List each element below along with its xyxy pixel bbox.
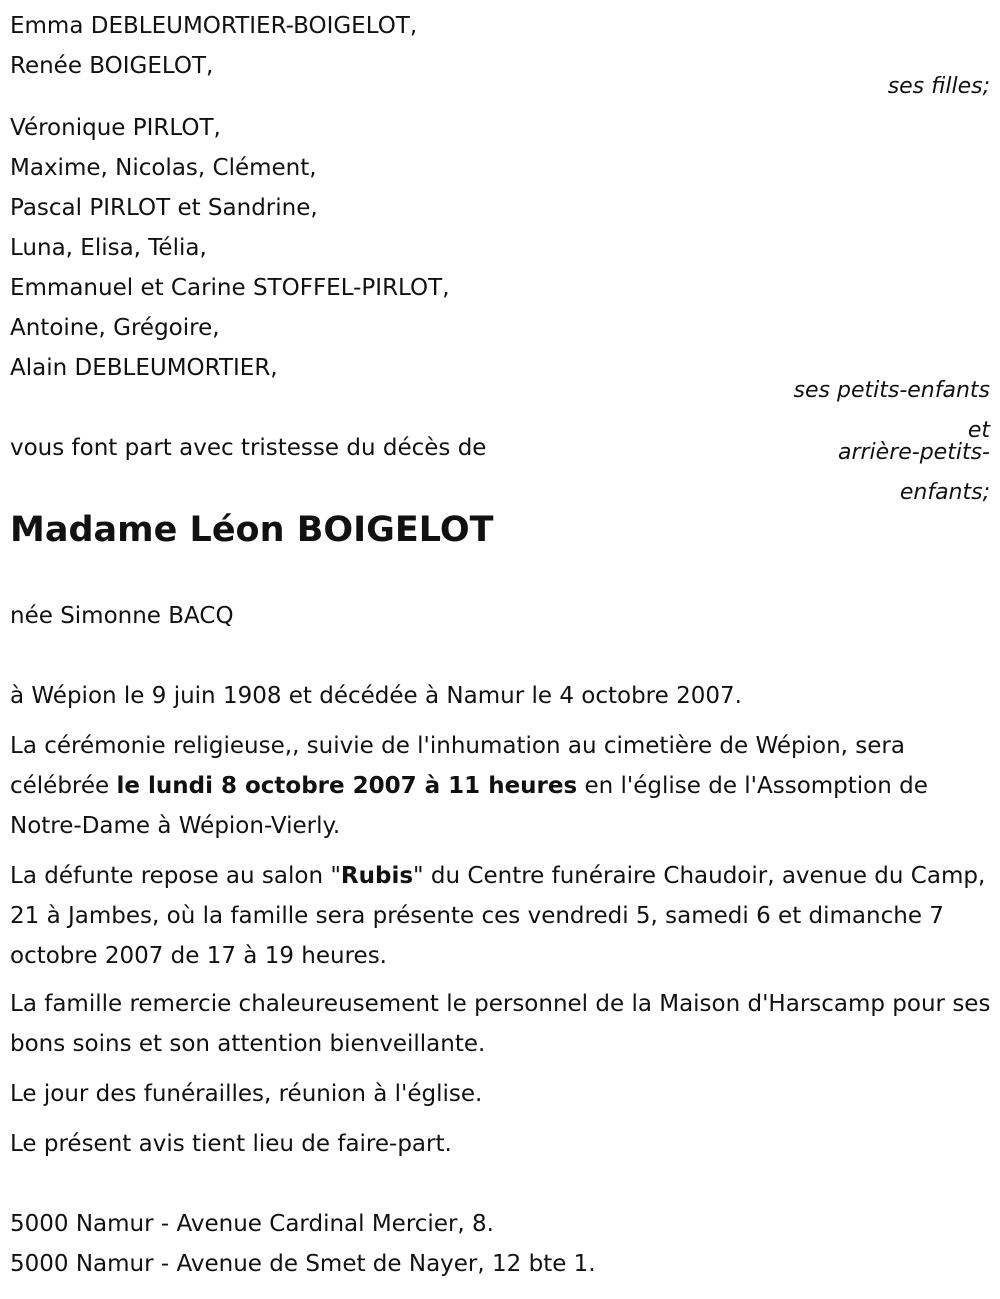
thanks-paragraph: La famille remercie chaleureusement le personnel de la Maison d'Harscamp pour ses bons soins et son attention bienveillante. bbox=[10, 991, 991, 1057]
grandchild-name: Véronique PIRLOT, bbox=[10, 115, 221, 141]
born-died-text: à Wépion le 9 juin 1908 et décédée à Namur le 4 octobre 2007. bbox=[10, 683, 742, 709]
repose-paragraph bbox=[10, 856, 995, 976]
grandchildren-label-line: arrière-petits- bbox=[837, 440, 990, 465]
address-line: 5000 Namur - Avenue Cardinal Mercier, 8. bbox=[10, 1211, 494, 1237]
repose-text: " du Centre funéraire Chaudoir, avenue du Camp, 21 à Jambes, où la famille sera présente ces vendredi 5, samedi 6 et dimanche 7 octobre 2007 de 17 à 19 heures. bbox=[10, 863, 986, 969]
repose-text: La défunte repose au salon " bbox=[10, 863, 341, 889]
ceremony-paragraph bbox=[10, 726, 995, 846]
grandchild-name: Luna, Elisa, Télia, bbox=[10, 235, 207, 261]
ceremony-date: le lundi 8 octobre 2007 à 11 heures bbox=[116, 773, 578, 799]
salon-name: Rubis bbox=[340, 863, 414, 889]
grandchildren-label-line: et bbox=[967, 418, 990, 443]
grandchild-name: Antoine, Grégoire, bbox=[10, 315, 220, 341]
ceremony-text: en l'église de l'Assomption de Notre-Dame à Wépion-Vierly. bbox=[10, 773, 928, 839]
notice-text: Le présent avis tient lieu de faire-part. bbox=[10, 1131, 452, 1157]
deceased-name: Madame Léon BOIGELOT bbox=[10, 510, 494, 550]
announcement-intro: vous font part avec tristesse du décès de bbox=[10, 435, 487, 461]
grandchild-name: Maxime, Nicolas, Clément, bbox=[10, 155, 317, 181]
birth-name: née Simonne BACQ bbox=[10, 603, 234, 629]
grandchildren-label-line: ses petits-enfants bbox=[793, 378, 990, 403]
ceremony-text: La cérémonie religieuse,, suivie de l'inhumation au cimetière de Wépion, sera célébrée bbox=[10, 733, 905, 799]
address-line: 5000 Namur - Avenue de Smet de Nayer, 12 bte 1. bbox=[10, 1251, 596, 1277]
meeting-text: Le jour des funérailles, réunion à l'église. bbox=[10, 1081, 483, 1107]
grandchild-name: Alain DEBLEUMORTIER, bbox=[10, 355, 278, 381]
grandchild-name: Emmanuel et Carine STOFFEL-PIRLOT, bbox=[10, 275, 450, 301]
grandchild-name: Pascal PIRLOT et Sandrine, bbox=[10, 195, 318, 221]
daughters-label: ses filles; bbox=[887, 74, 990, 99]
daughter-name: Renée BOIGELOT, bbox=[10, 53, 214, 79]
daughter-name: Emma DEBLEUMORTIER-BOIGELOT, bbox=[10, 13, 418, 39]
grandchildren-label-line: enfants; bbox=[899, 480, 990, 505]
